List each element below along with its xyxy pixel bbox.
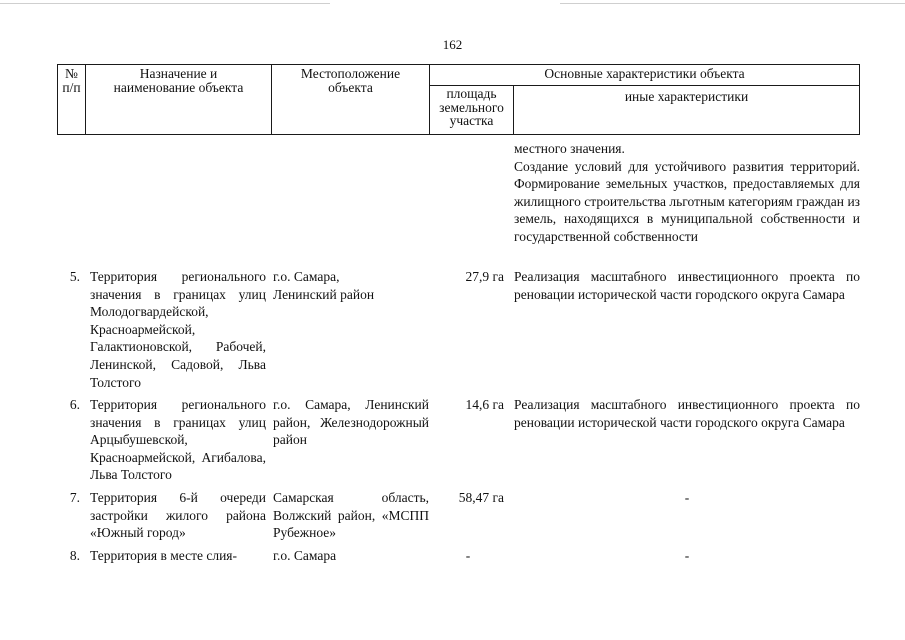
header-number: № п/п	[58, 65, 86, 135]
object-other: -	[684, 490, 690, 505]
row-number: 7.	[69, 490, 80, 505]
object-location: г.о. Самара, Ленинский район	[273, 269, 375, 302]
header-characteristics: Основные характеристики объекта	[430, 65, 860, 86]
object-area: 14,6 га	[465, 397, 504, 412]
object-name: Территория регионального значения в границах улиц Молодогвардейской, Красноармейской, Галактионовской, Рабочей, Ленинской, Садовой, Льва Толстого	[90, 269, 266, 390]
object-area: 58,47 га	[458, 490, 504, 505]
object-other: Реализация масштабного инвестиционного проекта по реновации исторической части городского округа Самара	[514, 397, 860, 430]
header-other: иные характеристики	[514, 86, 860, 135]
row-number: 8.	[69, 548, 80, 563]
object-name: Территория в месте слия-	[90, 548, 238, 563]
header-area: площадь земельного участка	[430, 86, 514, 135]
object-name: Территория 6-й очереди застройки жилого района «Южный город»	[90, 490, 266, 541]
header-purpose: Назначение и наименование объекта	[86, 65, 272, 135]
row-number: 5.	[69, 269, 80, 284]
object-location: Самарская область, Волжский район, «МСПП Рубежное»	[273, 490, 429, 541]
scan-edge-line	[560, 3, 905, 4]
page-number: 162	[442, 37, 463, 52]
object-area: 27,9 га	[465, 269, 504, 284]
table-header	[57, 64, 860, 135]
object-other: Реализация масштабного инвестиционного проекта по реновации исторической части городского округа Самара	[514, 269, 860, 302]
continuation-text: местного значения. Создание условий для устойчивого развития территорий. Формирование земельных участков, предоставляемых для жилищного строительства льготным категориям граждан из земель, находящихся в муниципальной собственности и государственной собственности	[514, 141, 860, 244]
object-area: -	[465, 548, 471, 563]
scan-edge-line	[0, 3, 330, 4]
row-number: 6.	[69, 397, 80, 412]
object-location: г.о. Самара	[273, 548, 337, 563]
header-location: Местоположение объекта	[272, 65, 430, 135]
object-location: г.о. Самара, Ленинский район, Железнодорожный район	[273, 397, 429, 448]
object-name: Территория регионального значения в границах улиц Арцыбушевской, Красноармейской, Агибалова, Льва Толстого	[90, 397, 266, 483]
object-other: -	[684, 548, 690, 563]
